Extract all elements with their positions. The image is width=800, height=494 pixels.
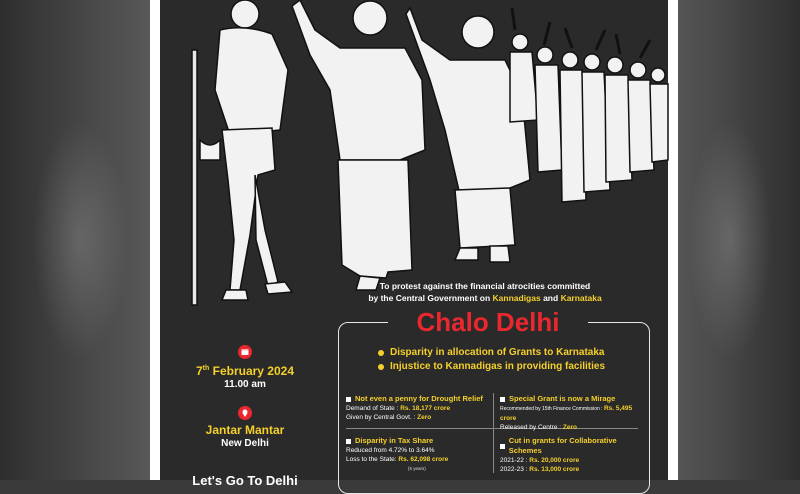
event-date: [180, 362, 310, 378]
poster: [150, 0, 678, 488]
card-value: Zero: [562, 424, 577, 431]
bullet-dot-icon: [378, 350, 384, 356]
special-grant-card: [500, 394, 646, 432]
protest-line-1: To protest against the financial atrocities committed: [379, 281, 591, 291]
blurred-background-right: [660, 0, 800, 480]
location-pin-icon: [238, 406, 252, 420]
protest-and: and: [540, 293, 561, 303]
bullet-text: Injustice to Kannadigas in providing facilities: [390, 361, 606, 372]
card-line: [346, 413, 492, 422]
card-divider-vertical: [493, 393, 494, 473]
card-title: Disparity in Tax Share: [355, 436, 434, 445]
event-time: 11.00 am: [224, 379, 266, 390]
bullet-item: [378, 346, 648, 360]
demands-bullet-list: [378, 346, 648, 374]
date-month-year: February 2024: [209, 364, 294, 378]
card-value: Zero: [417, 414, 432, 421]
protest-line-2: [310, 292, 660, 304]
card-value: Rs. 20,000 crore: [529, 457, 580, 464]
drought-relief-card: [346, 394, 492, 422]
card-label: 2021-22 :: [500, 457, 530, 464]
square-bullet-icon: [500, 444, 505, 449]
card-line: [346, 455, 492, 464]
card-sub-note: (5 years): [408, 466, 426, 471]
card-line: [346, 446, 492, 455]
card-label: 2022-23 :: [500, 466, 530, 473]
event-city: New Delhi: [221, 438, 269, 449]
card-title: Not even a penny for Drought Relief: [355, 394, 483, 403]
card-label: Loss to the State:: [346, 456, 399, 463]
card-title: Cut in grants for Collaborative Schemes: [508, 436, 617, 455]
poster-title: Chalo Delhi: [388, 305, 588, 339]
card-line: [500, 465, 646, 474]
slogan: Let's Go To Delhi: [192, 473, 298, 488]
card-value: Rs. 18,177 crore: [400, 405, 451, 412]
date-day: 7: [195, 364, 203, 378]
event-details: [180, 345, 310, 488]
blurred-background-left: [0, 0, 160, 480]
bullet-item: [378, 360, 648, 374]
card-heading: [500, 436, 646, 456]
card-heading: [346, 394, 492, 404]
card-line: [500, 423, 646, 432]
card-line: [346, 404, 492, 413]
card-line: [500, 404, 646, 423]
square-bullet-icon: [346, 439, 351, 444]
card-label: Given by Central Govt. :: [346, 414, 418, 421]
protest-statement: [310, 280, 660, 304]
card-heading: [500, 394, 646, 404]
calendar-icon: [238, 345, 252, 359]
poster-body: [160, 0, 668, 488]
card-label: Demand of State :: [346, 405, 401, 412]
card-value: Rs. 13,000 crore: [529, 466, 580, 473]
bullet-text: Disparity in allocation of Grants to Karnataka: [390, 347, 605, 358]
card-value: Rs. 62,098 crore: [398, 456, 449, 463]
card-value: Rs. 5,495 crore: [500, 405, 633, 422]
event-venue: Jantar Mantar: [205, 423, 285, 437]
card-label: Released by Centre :: [500, 424, 563, 431]
bullet-dot-icon: [378, 364, 384, 370]
card-heading: [346, 436, 492, 446]
square-bullet-icon: [346, 397, 351, 402]
tax-share-card: [346, 436, 492, 473]
protest-line-2-prefix: by the Central Government on: [368, 293, 493, 303]
karnataka-highlight: Karnataka: [560, 293, 602, 303]
card-title: Special Grant is now a Mirage: [509, 394, 616, 403]
date-suffix: th: [202, 365, 210, 372]
square-bullet-icon: [500, 397, 505, 402]
card-label: Reduced from 4.72% to 3.64%: [346, 447, 435, 454]
kannadigas-highlight: Kannadigas: [492, 293, 541, 303]
card-line: [500, 456, 646, 465]
collaborative-schemes-card: [500, 436, 646, 474]
protest-march-illustration: [160, 0, 668, 300]
card-label: Recommended by 15th Finance Commission :: [500, 406, 604, 412]
